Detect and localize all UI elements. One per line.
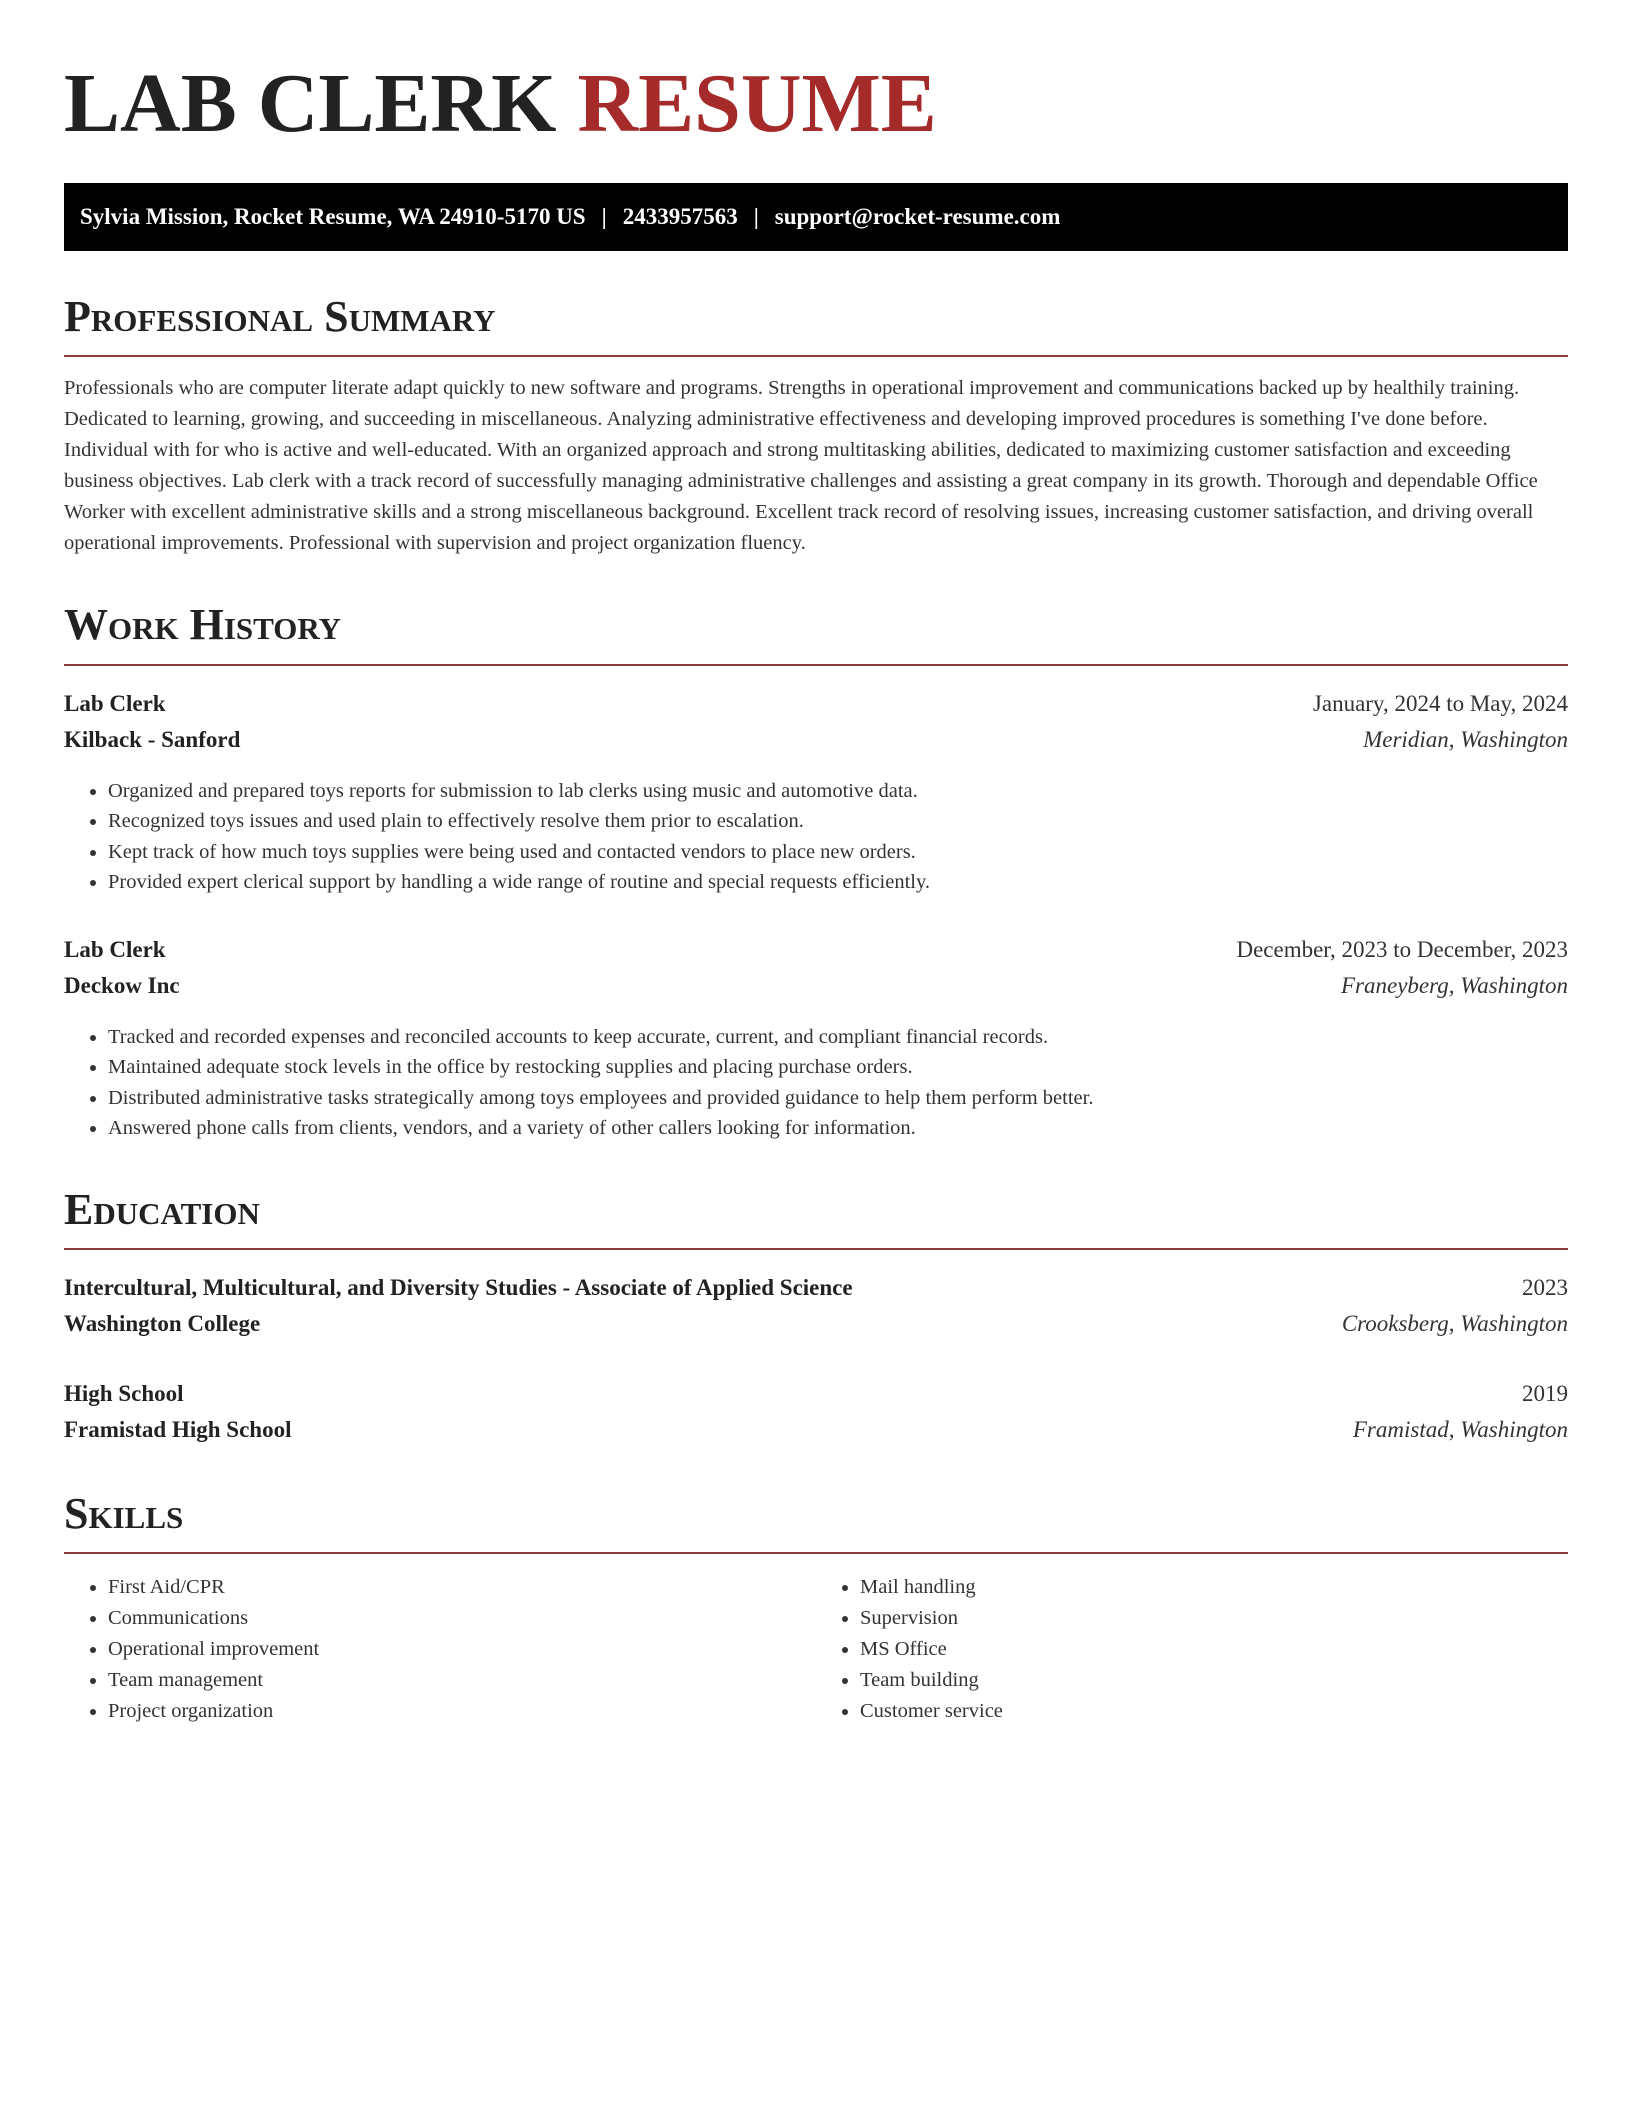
education-entry (64, 1270, 1568, 1342)
job-bullets (64, 776, 1568, 898)
skills-heading: Skills (64, 1488, 184, 1538)
job-bullet: • Answered phone calls from clients, vendors, and a variety of other callers looking for information. (108, 1113, 1568, 1144)
job-company: Kilback - Sanford (64, 726, 241, 752)
skills-column-right (816, 1572, 1568, 1727)
job-header-row (64, 686, 1568, 722)
education-heading: Education (64, 1184, 260, 1234)
contact-separator: | (753, 203, 759, 229)
contact-bar (64, 183, 1568, 251)
job-entry (64, 686, 1568, 898)
skill-item: • Communications (108, 1603, 816, 1634)
job-title: Lab Clerk (64, 690, 166, 716)
title-main: LAB CLERK (64, 57, 557, 150)
job-bullets (64, 1022, 1568, 1144)
education-entry (64, 1376, 1568, 1448)
education-school: Washington College (64, 1310, 261, 1336)
job-dates: January, 2024 to May, 2024 (1312, 690, 1568, 716)
skills-list (64, 1572, 1568, 1727)
contact-phone: 2433957563 (622, 203, 738, 229)
job-title: Lab Clerk (64, 936, 166, 962)
job-header-row (64, 932, 1568, 968)
education-degree: Intercultural, Multicultural, and Diversity Studies - Associate of Applied Science (64, 1274, 853, 1300)
section-divider (64, 1248, 1568, 1250)
job-bullet: • Organized and prepared toys reports for submission to lab clerks using music and automotive data. (108, 776, 1568, 807)
skill-item: • Project organization (108, 1696, 816, 1727)
skill-item: • Team management (108, 1665, 816, 1696)
contact-address: Sylvia Mission, Rocket Resume, WA 24910-5170 US (80, 203, 586, 229)
section-divider (64, 355, 1568, 357)
education-degree-row (64, 1270, 1568, 1306)
work-history-heading: Work History (64, 600, 342, 650)
summary-heading: Professional Summary (64, 291, 496, 341)
education-location: Crooksberg, Washington (1341, 1310, 1568, 1336)
section-divider (64, 1552, 1568, 1554)
job-bullet: • Provided expert clerical support by handling a wide range of routine and special requests efficiently. (108, 867, 1568, 898)
education-school-row (64, 1412, 1568, 1448)
section-divider (64, 664, 1568, 666)
education-year: 2019 (1522, 1380, 1568, 1406)
job-company-row (64, 968, 1568, 1004)
skill-item: • Operational improvement (108, 1634, 816, 1665)
skill-item: • MS Office (860, 1634, 1568, 1665)
skill-item: • Mail handling (860, 1572, 1568, 1603)
contact-separator: | (601, 203, 607, 229)
job-location: Meridian, Washington (1363, 726, 1568, 752)
job-entry (64, 932, 1568, 1144)
job-bullet: • Distributed administrative tasks strategically among toys employees and provided guidance to help them perform better. (108, 1083, 1568, 1114)
job-dates: December, 2023 to December, 2023 (1236, 936, 1568, 962)
job-company: Deckow Inc (64, 972, 180, 998)
education-location: Framistad, Washington (1352, 1416, 1568, 1442)
skill-item: • First Aid/CPR (108, 1572, 816, 1603)
skill-item: • Customer service (860, 1696, 1568, 1727)
title-accent: RESUME (577, 57, 937, 150)
resume-title (64, 54, 1568, 155)
skills-column-left (64, 1572, 816, 1727)
contact-email: support@rocket-resume.com (774, 203, 1061, 229)
job-company-row (64, 722, 1568, 758)
skill-item: • Team building (860, 1665, 1568, 1696)
skill-item: • Supervision (860, 1603, 1568, 1634)
education-year: 2023 (1522, 1274, 1568, 1300)
education-degree-row (64, 1376, 1568, 1412)
job-bullet: • Kept track of how much toys supplies were being used and contacted vendors to place new orders. (108, 837, 1568, 868)
education-degree: High School (64, 1380, 184, 1406)
job-bullet: • Recognized toys issues and used plain to effectively resolve them prior to escalation. (108, 806, 1568, 837)
education-school: Framistad High School (64, 1416, 292, 1442)
summary-text: Professionals who are computer literate adapt quickly to new software and programs. Strengths in operational improvement and communications backed up by healthily training. Dedicated to learning, growing, and succeeding in miscellaneous. Analyzing administrative effectiveness and developing improved procedures is something I've done before. Individual with for who is active and well-educated. With an organized approach and strong multitasking abilities, dedicated to maximizing customer satisfaction and exceeding business objectives. Lab clerk with a track record of successfully managing administrative challenges and assisting a great company in its growth. Thorough and dependable Office Worker with excellent administrative skills and a strong miscellaneous background. Excellent track record of resolving issues, increasing customer satisfaction, and driving overall operational improvements. Professional with supervision and project organization fluency. (64, 377, 1538, 555)
job-bullet: • Tracked and recorded expenses and reconciled accounts to keep accurate, current, and compliant financial records. (108, 1022, 1568, 1053)
education-school-row (64, 1306, 1568, 1342)
job-location: Franeyberg, Washington (1340, 972, 1568, 998)
job-bullet: • Maintained adequate stock levels in the office by restocking supplies and placing purchase orders. (108, 1052, 1568, 1083)
